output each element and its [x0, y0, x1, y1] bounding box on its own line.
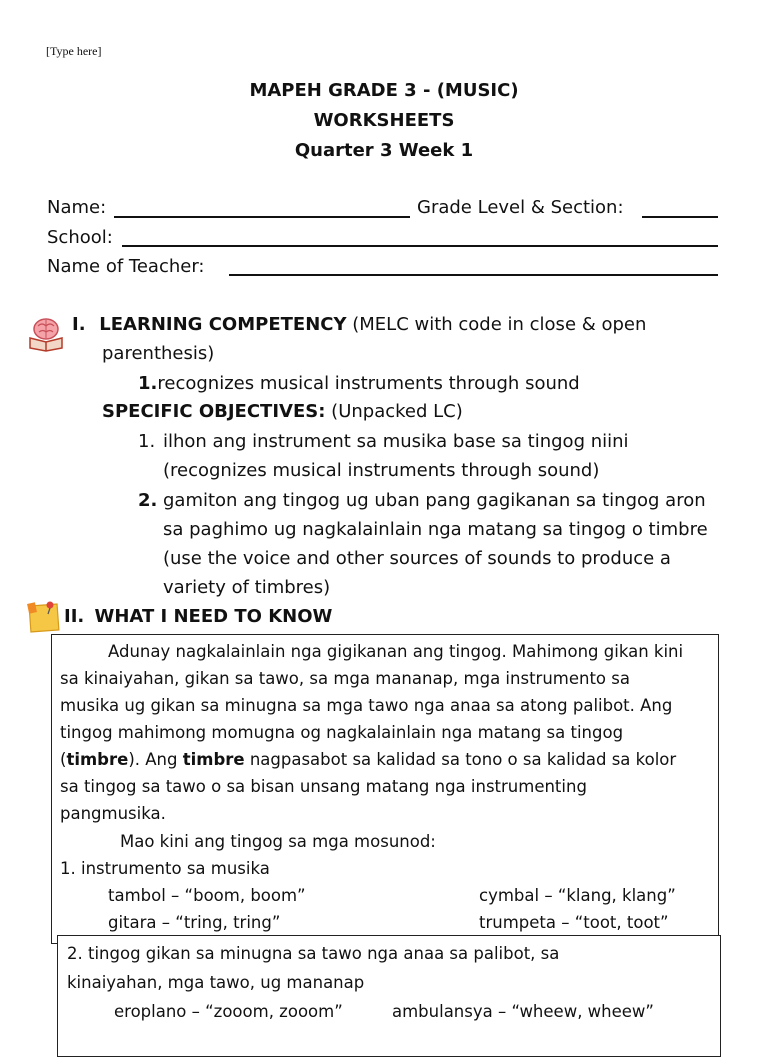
paragraph-line-timbre [60, 750, 676, 769]
paragraph-line: musika ug gikan sa minugna sa mga tawo nga anaa sa atong palibot. Ang [60, 696, 673, 715]
teacher-blank[interactable] [229, 274, 718, 276]
list-item: cymbal – “klang, klang” [479, 886, 676, 905]
objective-line: (recognizes musical instruments through sound) [163, 460, 600, 481]
list-item: gitara – “tring, tring” [108, 913, 281, 932]
section2-numeral: II. [64, 606, 85, 627]
section1-heading [72, 314, 646, 335]
name-label: Name: [47, 197, 107, 218]
section1-title: LEARNING COMPETENCY [99, 314, 347, 335]
list2-title: 2. tingog gikan sa minugna sa tawo nga anaa sa palibot, sa [67, 944, 560, 963]
paragraph-line: sa tingog sa tawo o sa bisan unsang matang nga instrumenting [60, 777, 587, 796]
paragraph-line: sa kinaiyahan, gikan sa tawo, sa mga mananap, mga instrumento sa [60, 669, 630, 688]
objectives-heading [102, 401, 463, 422]
name-blank[interactable] [114, 216, 410, 218]
header-placeholder: [Type here] [46, 44, 102, 58]
objective-line: gamiton ang tingog ug uban pang gagikanan sa tingog aron [163, 490, 706, 511]
list-item: trumpeta – “toot, toot” [479, 913, 669, 932]
paragraph-line: Adunay nagkalainlain nga gigikanan ang tingog. Mahimong gikan kini [108, 642, 684, 661]
objective-number: 2. [138, 490, 158, 511]
objective-line: sa paghimo ug nagkalainlain nga matang sa tingog o timbre [163, 519, 708, 540]
grade-blank[interactable] [642, 216, 718, 218]
competency-item [138, 373, 580, 394]
worksheet-subtitle: WORKSHEETS [313, 110, 455, 131]
school-blank[interactable] [122, 245, 718, 247]
section2-heading [64, 606, 332, 627]
objective-line: variety of timbres) [163, 577, 331, 598]
timbre-definition: nagpasabot sa kalidad sa tono o sa kalidad sa kolor [244, 750, 677, 769]
section1-numeral: I. [72, 314, 86, 335]
objective-number: 1. [138, 431, 156, 452]
list-item: eroplano – “zooom, zooom” [114, 1002, 343, 1021]
paren-close: ). Ang [128, 750, 183, 769]
list-item: ambulansya – “wheew, wheew” [392, 1002, 654, 1021]
timbre-term: timbre [182, 750, 245, 769]
competency-number: 1. [138, 373, 158, 394]
paragraph-line: tingog mahimong momugna og nagkalainlain nga matang sa tingog [60, 723, 624, 742]
paren-open: ( [60, 750, 67, 769]
section2-title: WHAT I NEED TO KNOW [94, 606, 333, 627]
objectives-note: (Unpacked LC) [331, 401, 463, 422]
worksheet-quarter: Quarter 3 Week 1 [294, 140, 474, 161]
competency-text: recognizes musical instruments through sound [157, 373, 580, 394]
content-box [51, 634, 719, 944]
objectives-title: SPECIFIC OBJECTIVES [102, 401, 319, 422]
objective-line: (use the voice and other sources of sounds to produce a [163, 548, 671, 569]
school-label: School: [47, 227, 113, 248]
section1-note-cont: parenthesis) [102, 343, 215, 364]
list2-title-cont: kinaiyahan, mga tawo, ug mananap [67, 973, 365, 992]
grade-label: Grade Level & Section: [417, 197, 624, 218]
teacher-label: Name of Teacher: [47, 256, 205, 277]
worksheet-title: MAPEH GRADE 3 - (MUSIC) [249, 80, 519, 101]
list-item: tambol – “boom, boom” [108, 886, 306, 905]
list1-title: 1. instrumento sa musika [60, 859, 270, 878]
content-box-2 [57, 935, 721, 1057]
paragraph-line: pangmusika. [60, 804, 166, 823]
objective-line: ilhon ang instrument sa musika base sa tingog niini [163, 431, 629, 452]
brain-book-icon [27, 314, 65, 352]
sticky-note-icon [26, 600, 64, 634]
list-intro: Mao kini ang tingog sa mga mosunod: [120, 832, 436, 851]
timbre-term: timbre [66, 750, 129, 769]
objectives-colon: : [318, 401, 326, 422]
section1-note: (MELC with code in close & open [352, 314, 647, 335]
